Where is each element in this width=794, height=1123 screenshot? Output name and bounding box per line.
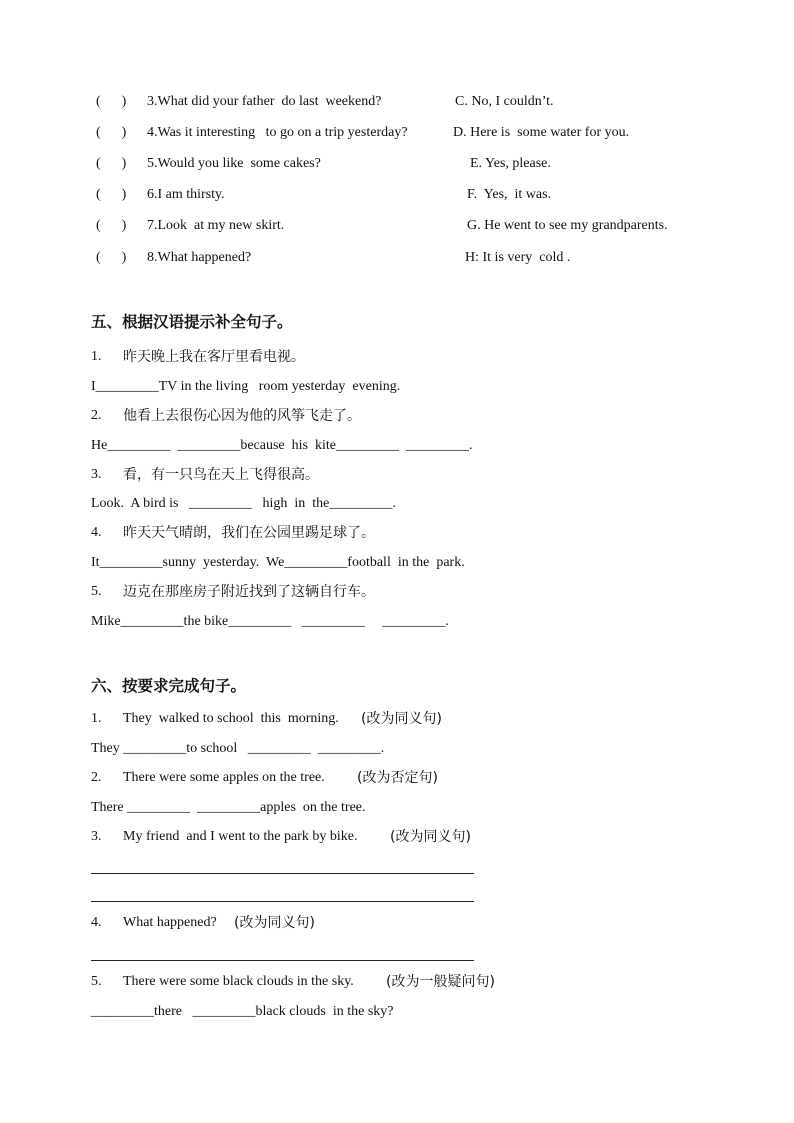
instruction-note: (改为同义句) — [390, 829, 471, 845]
answer-line[interactable] — [91, 960, 474, 961]
item-number: 1. — [91, 711, 102, 726]
answer-parenthesis: ( ) — [96, 250, 127, 265]
matching-question: 8.What happened? — [147, 250, 252, 265]
item-number: 4. — [91, 525, 102, 540]
chinese-prompt: 迈克在那座房子附近找到了这辆自行车。 — [123, 584, 375, 600]
source-sentence: My friend and I went to the park by bike. — [123, 829, 358, 844]
instruction-note: (改为同义句) — [361, 711, 442, 727]
section-5-title: 五、根据汉语提示补全句子。 — [91, 313, 293, 331]
item-number: 2. — [91, 408, 102, 423]
matching-question: 4.Was it interesting to go on a trip yesterday? — [147, 125, 408, 140]
item-number: 4. — [91, 915, 102, 930]
chinese-prompt: 他看上去很伤心因为他的风筝飞走了。 — [123, 408, 361, 424]
answer-parenthesis: ( ) — [96, 187, 127, 202]
matching-answer: H: It is very cold . — [465, 250, 571, 265]
section-6-title: 六、按要求完成句子。 — [91, 677, 247, 695]
item-number: 5. — [91, 974, 102, 989]
instruction-note: (改为一般疑问句) — [386, 974, 495, 990]
chinese-prompt: 看，有一只鸟在天上飞得很高。 — [123, 467, 319, 483]
answer-sentence: They _________to school _________ _________. — [91, 741, 385, 756]
matching-question: 7.Look at my new skirt. — [147, 218, 285, 233]
fill-in-sentence: He_________ _________because his kite_________ _________. — [91, 438, 473, 453]
source-sentence: There were some apples on the tree. — [123, 770, 325, 785]
answer-sentence: There _________ _________apples on the tree. — [91, 800, 366, 815]
answer-parenthesis: ( ) — [96, 94, 127, 109]
answer-line[interactable] — [91, 901, 474, 902]
answer-parenthesis: ( ) — [96, 156, 127, 171]
fill-in-sentence: I_________TV in the living room yesterday evening. — [91, 379, 401, 394]
matching-question: 3.What did your father do last weekend? — [147, 94, 382, 109]
answer-sentence: _________there _________black clouds in the sky? — [91, 1004, 394, 1019]
answer-parenthesis: ( ) — [96, 125, 127, 140]
instruction-note: (改为否定句) — [357, 770, 438, 786]
source-sentence: There were some black clouds in the sky. — [123, 974, 354, 989]
matching-answer: E. Yes, please. — [470, 156, 551, 171]
item-number: 1. — [91, 349, 102, 364]
instruction-note: (改为同义句) — [234, 915, 315, 931]
answer-line[interactable] — [91, 873, 474, 874]
chinese-prompt: 昨天天气晴朗，我们在公园里踢足球了。 — [123, 525, 375, 541]
fill-in-sentence: It_________sunny yesterday. We_________football in the park. — [91, 555, 465, 570]
fill-in-sentence: Mike_________the bike_________ _________ _________. — [91, 614, 449, 629]
matching-question: 6.I am thirsty. — [147, 187, 225, 202]
source-sentence: What happened? — [123, 915, 217, 930]
item-number: 5. — [91, 584, 102, 599]
item-number: 3. — [91, 829, 102, 844]
matching-answer: F. Yes, it was. — [467, 187, 552, 202]
item-number: 3. — [91, 467, 102, 482]
source-sentence: They walked to school this morning. — [123, 711, 339, 726]
fill-in-sentence: Look. A bird is _________ high in the_________. — [91, 496, 396, 511]
matching-question: 5.Would you like some cakes? — [147, 156, 321, 171]
matching-answer: D. Here is some water for you. — [453, 125, 630, 140]
answer-parenthesis: ( ) — [96, 218, 127, 233]
matching-answer: C. No, I couldn’t. — [455, 94, 554, 109]
matching-answer: G. He went to see my grandparents. — [467, 218, 668, 233]
item-number: 2. — [91, 770, 102, 785]
chinese-prompt: 昨天晚上我在客厅里看电视。 — [123, 349, 305, 365]
